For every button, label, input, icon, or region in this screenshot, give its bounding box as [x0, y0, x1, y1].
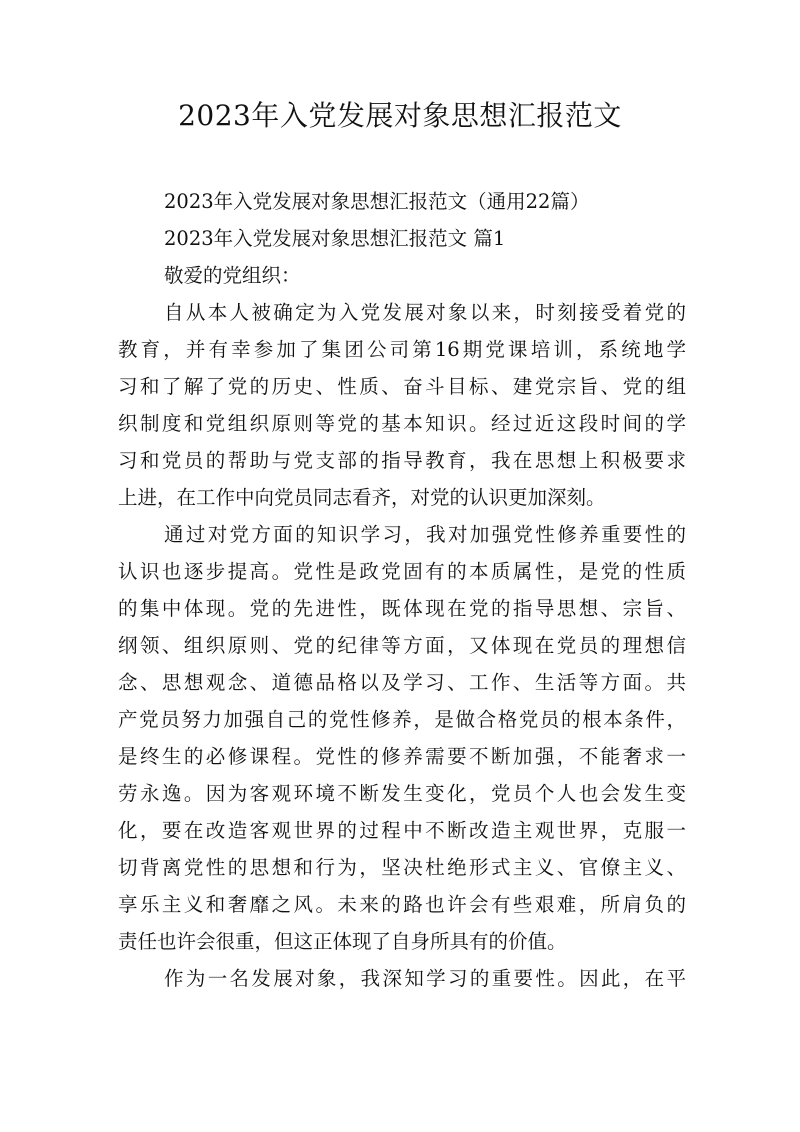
paragraph-line: 切背离党性的思想和行为，坚决杜绝形式主义、官僚主义、: [118, 856, 686, 879]
paragraph-line: 享乐主义和奢靡之风。未来的路也许会有些艰难，所肩负的: [118, 893, 686, 916]
paragraph-line: 习和了解了党的历史、性质、奋斗目标、建党宗旨、党的组: [118, 375, 686, 398]
salutation: 敬爱的党组织：: [164, 264, 301, 287]
paragraph-line: 习和党员的帮助与党支部的指导教育，我在思想上积极要求: [118, 449, 686, 472]
paragraph-line: 作为一名发展对象，我深知学习的重要性。因此，在平: [164, 967, 686, 990]
paragraph-line: 纲领、组织原则、党的纪律等方面，又体现在党员的理想信: [118, 634, 686, 657]
paragraph-1: [118, 294, 686, 516]
paragraph-line: 认识也逐步提高。党性是政党固有的本质属性，是党的性质: [118, 560, 686, 583]
paragraph-line: 念、思想观念、道德品格以及学习、工作、生活等方面。共: [118, 671, 686, 694]
paragraph-line: 责任也许会很重，但这正体现了自身所具有的价值。: [118, 930, 567, 953]
document-body: [118, 183, 686, 997]
paragraph-line: 上进，在工作中向党员同志看齐，对党的认识更加深刻。: [118, 486, 606, 509]
document-title: 2023年入党发展对象思想汇报范文: [178, 99, 622, 132]
subtitle-line: 2023年入党发展对象思想汇报范文（通用22篇）: [164, 190, 590, 213]
paragraph-line: 产党员努力加强自己的党性修养，是做合格党员的根本条件，: [118, 708, 686, 731]
paragraph-line: 化，要在改造客观世界的过程中不断改造主观世界，克服一: [118, 819, 686, 842]
paragraph-line: 自从本人被确定为入党发展对象以来，时刻接受着党的: [164, 301, 686, 324]
paragraph-line: 通过对党方面的知识学习，我对加强党性修养重要性的: [164, 523, 686, 546]
paragraph-line: 劳永逸。因为客观环境不断发生变化，党员个人也会发生变: [118, 782, 686, 805]
paragraph-2: [118, 516, 686, 960]
paragraph-line: 教育，并有幸参加了集团公司第16期党课培训，系统地学: [118, 338, 686, 361]
paragraph-line: 的集中体现。党的先进性，既体现在党的指导思想、宗旨、: [118, 597, 686, 620]
paragraph-3: [118, 960, 686, 997]
section-heading: 2023年入党发展对象思想汇报范文 篇1: [164, 227, 506, 250]
paragraph-line: 是终生的必修课程。党性的修养需要不断加强，不能奢求一: [118, 745, 686, 768]
paragraph-line: 织制度和党组织原则等党的基本知识。经过近这段时间的学: [118, 412, 686, 435]
